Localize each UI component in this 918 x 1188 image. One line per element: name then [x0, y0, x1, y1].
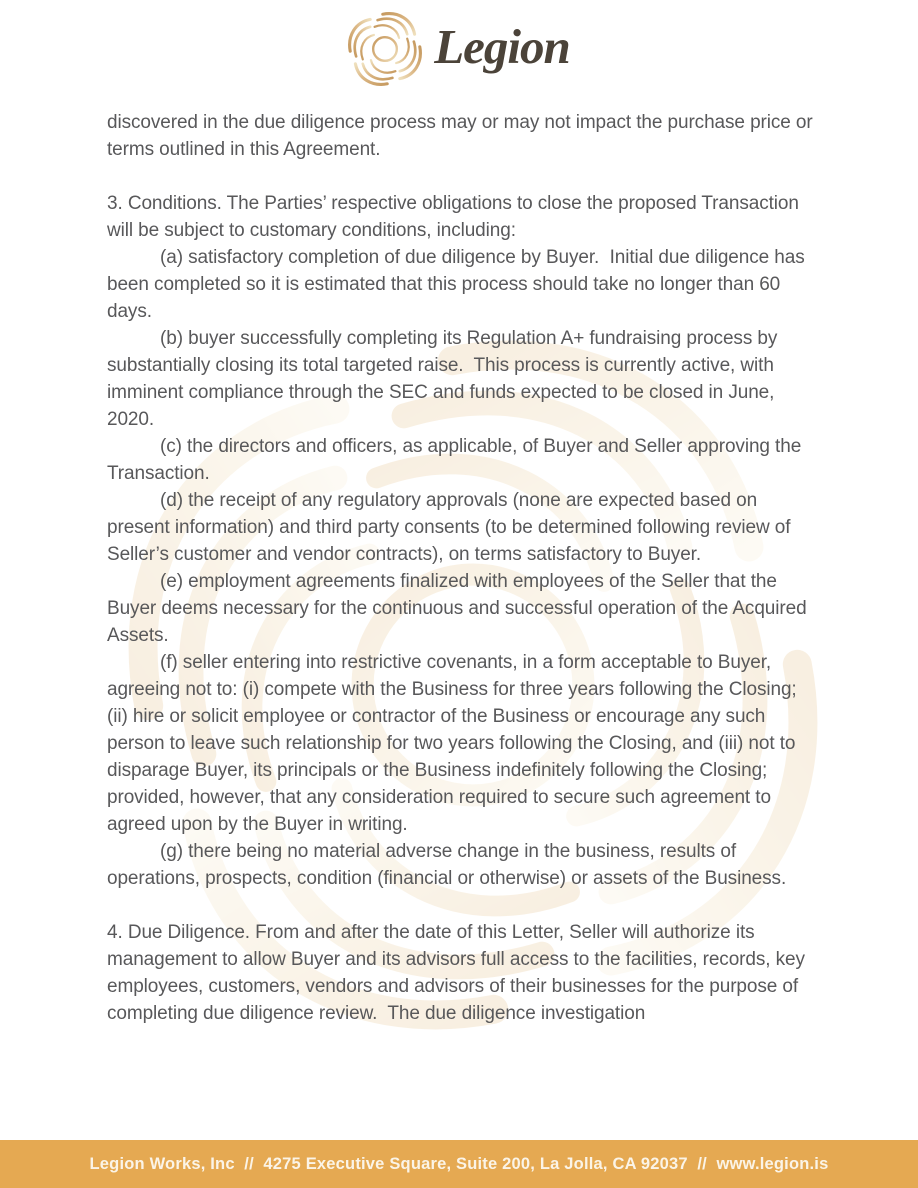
brand-wordmark: Legion	[434, 18, 570, 74]
paragraph-section-3-conditions: 3. Conditions. The Parties’ respective obligations to close the proposed Transaction will be subject to customary conditions, including:	[107, 193, 805, 241]
legion-logo-icon	[348, 12, 422, 86]
paragraph-item-e: (e) employment agreements finalized with employees of the Seller that the Buyer deems necessary for the continuous and successful operation of the Acquired Assets.	[107, 571, 811, 646]
paragraph-section-4-due-diligence: 4. Due Diligence. From and after the date of this Letter, Seller will authorize its management to allow Buyer and its advisors full access to the facilities, records, key employees, customers, vendors and advisors of their businesses for the purpose of completing due diligence review. The due diligence investigation	[107, 922, 811, 1024]
paragraph-continuation: discovered in the due diligence process may or may not impact the purchase price or terms outlined in this Agreement.	[107, 112, 818, 160]
footer-bar	[0, 1140, 918, 1188]
letter-body	[107, 109, 821, 1027]
footer-contact-line: Legion Works, Inc // 4275 Executive Square, Suite 200, La Jolla, CA 92037 // www.legion.is	[89, 1154, 829, 1173]
paragraph-item-d: (d) the receipt of any regulatory approvals (none are expected based on present information) and third party consents (to be determined following review of Seller’s customer and vendor contracts), on terms satisfactory to Buyer.	[107, 490, 796, 565]
paragraph-item-b: (b) buyer successfully completing its Regulation A+ fundraising process by substantially closing its total targeted raise. This process is currently active, with imminent compliance through the SEC and funds expected to be closed in June, 2020.	[107, 328, 783, 430]
paragraph-item-f: (f) seller entering into restrictive covenants, in a form acceptable to Buyer, agreeing not to: (i) compete with the Business for three years following the Closing; (ii) hire or solicit employee or contractor of the Business or encourage any such person to leave such relationship for two years following the Closing, and (iii) not to disparage Buyer, its principals or the Business indefinitely following the Closing; provided, however, that any consideration required to secure such agreement to agreed upon by the Buyer in writing.	[107, 652, 802, 835]
header	[0, 12, 918, 86]
paragraph-item-c: (c) the directors and officers, as applicable, of Buyer and Seller approving the Transaction.	[107, 436, 807, 484]
paragraph-item-g: (g) there being no material adverse change in the business, results of operations, prospects, condition (financial or otherwise) or assets of the Business.	[107, 841, 787, 889]
paragraph-item-a: (a) satisfactory completion of due diligence by Buyer. Initial due diligence has been completed so it is estimated that this process should take no longer than 60 days.	[107, 247, 810, 322]
